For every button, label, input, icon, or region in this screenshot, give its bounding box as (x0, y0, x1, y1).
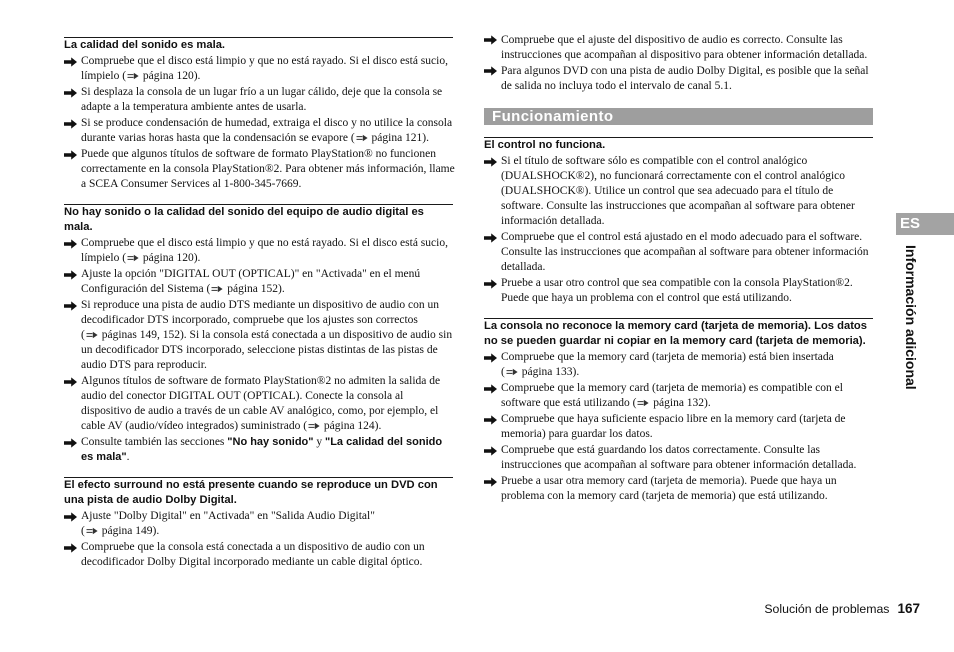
language-tab-label: ES (900, 215, 921, 232)
body-text: Compruebe que el disco está limpio y que no está rayado. Si el disco está sucio, (81, 55, 448, 67)
body-text: (DUALSHOCK®). Utilice un control que sea adecuado para el título de (501, 185, 834, 197)
text-line (501, 184, 873, 199)
body-text: dispositivo de audio a través de un cable AV analógico, como, por ejemplo, el (81, 405, 439, 417)
page-reference-icon (86, 331, 98, 339)
bullet-item (484, 33, 873, 63)
section-heading (64, 37, 453, 53)
bullet-item (64, 374, 453, 434)
body-text: de salida no incluya todo el intervalo de canal 5.1. (501, 79, 732, 92)
body-text: límpielo ( (81, 252, 127, 264)
left-column (64, 37, 453, 570)
text-line (501, 79, 873, 94)
intro-bullet-list (484, 33, 873, 94)
section-heading-line: No hay sonido o la calidad del sonido del equipo de audio digital es (64, 206, 424, 218)
bullet-arrow-icon (484, 233, 497, 243)
body-text: memoria) para guardar los datos. (501, 428, 653, 440)
body-text: página 121). (368, 132, 430, 144)
section-heading-line: no se pueden guardar ni copiar en la memory card (tarjeta de memoria). (484, 335, 866, 347)
text-line (501, 64, 873, 79)
emphasis-text: "La calidad del sonido (325, 436, 443, 448)
text-line (501, 489, 873, 504)
text-line (81, 540, 453, 555)
text-line (501, 169, 873, 184)
body-text: Ajuste "Dolby Digital" en "Activada" en "Salida Audio Digital" (81, 510, 375, 522)
bullet-item (64, 509, 453, 539)
text-line (501, 381, 873, 396)
bullet-item (484, 230, 873, 275)
body-text: Si se produce condensación de humedad, extraiga el disco y no utilice la consola (81, 117, 453, 129)
bullet-arrow-icon (484, 157, 497, 167)
bullet-arrow-icon (484, 477, 497, 487)
bullet-item (64, 85, 453, 115)
bullet-list (64, 236, 453, 465)
bullet-arrow-icon (64, 270, 77, 280)
text-line (501, 230, 873, 245)
text-line (501, 291, 873, 306)
body-text: (DUALSHOCK®2), no funcionará correctamente con el control analógico (501, 170, 846, 182)
body-text: ( (501, 366, 505, 378)
body-text: audio DTS para reproducir. (81, 359, 207, 371)
text-line (501, 214, 873, 229)
bullet-arrow-icon (64, 438, 77, 448)
body-text: a SCEA Consumer Services al 1-800-345-7669. (81, 178, 302, 190)
bullet-item (484, 381, 873, 411)
body-text: y (313, 436, 325, 448)
body-text: Pruebe a usar otro control que sea compatible con la consola PlayStation®2. (501, 277, 853, 289)
page-reference-icon (308, 422, 320, 430)
bullet-arrow-icon (64, 543, 77, 553)
text-line (81, 116, 453, 131)
body-text: audio del conector DIGITAL OUT (OPTICAL). Conecte la consola al (81, 390, 404, 402)
section-heading-line: La calidad del sonido es mala. (64, 39, 226, 51)
text-line (81, 328, 453, 343)
body-text: Consulte también las secciones (81, 436, 228, 448)
bullet-item (484, 412, 873, 442)
body-text: instrucciones que acompañan al dispositivo para obtener información detallada. (501, 48, 868, 61)
bullet-arrow-icon (484, 279, 497, 289)
text-line (81, 100, 453, 115)
bullet-item (484, 474, 873, 504)
body-text: instrucciones que acompañan al software para obtener información detallada. (501, 459, 857, 471)
body-text: páginas 149, 152). Si la consola está conectada a un dispositivo de audio sin (98, 329, 453, 341)
bullet-item (64, 236, 453, 266)
page-reference-icon (127, 254, 139, 262)
body-text: Compruebe que haya suficiente espacio libre en la memory card (tarjeta de (501, 413, 846, 425)
bullet-arrow-icon (64, 88, 77, 98)
troubleshooting-section (484, 137, 873, 306)
body-text: Si el título de software sólo es compatible con el control analógico (501, 155, 808, 167)
text-line (81, 236, 453, 251)
text-line (501, 48, 873, 63)
text-line (81, 419, 453, 434)
bullet-item (484, 64, 873, 94)
chapter-label: Información adicional (903, 245, 919, 390)
section-bar (484, 108, 873, 125)
language-tab (896, 213, 954, 235)
body-text: Algunos títulos de software de formato PlayStation®2 no admiten la salida de (81, 375, 441, 387)
body-text: Consulte las instrucciones que acompañan al software para obtener información (501, 246, 869, 258)
body-text: página 120). (140, 252, 201, 264)
bullet-list (64, 509, 453, 570)
emphasis-text: "No hay sonido" (227, 436, 314, 448)
body-text: Pruebe a usar otra memory card (tarjeta de memoria). Puede que haya un (501, 475, 837, 487)
text-line (81, 162, 453, 177)
body-text: software. Consulte las instrucciones que acompañan al software para obtener (501, 200, 855, 212)
troubleshooting-section (64, 37, 453, 192)
text-line (81, 509, 453, 524)
text-line (81, 177, 453, 192)
body-text: Compruebe que el disco está limpio y que no está rayado. Si el disco está sucio, (81, 237, 448, 249)
text-line (81, 358, 453, 373)
body-text: Puede que algunos títulos de software de formato PlayStation® no funcionen (81, 148, 436, 160)
section-heading (64, 204, 453, 235)
bullet-item (484, 350, 873, 380)
text-line (501, 199, 873, 214)
bullet-arrow-icon (484, 66, 497, 76)
text-line (81, 251, 453, 266)
page-reference-icon (637, 399, 649, 407)
text-line (81, 450, 453, 465)
text-line (81, 389, 453, 404)
bullet-arrow-icon (64, 239, 77, 249)
text-line (501, 412, 873, 427)
body-text: Compruebe que la consola está conectada a un dispositivo de audio con un (81, 541, 425, 553)
text-line (501, 276, 873, 291)
body-text: Puede que haya un problema con el control que está utilizando. (501, 292, 792, 304)
bullet-arrow-icon (484, 446, 497, 456)
bullet-item (64, 147, 453, 192)
footer-section-title: Solución de problemas (764, 602, 890, 616)
body-text: Para algunos DVD con una pista de audio Dolby Digital, es posible que la señal (501, 64, 869, 77)
text-line (81, 435, 453, 450)
section-heading-line: mala. (64, 221, 93, 233)
text-line (81, 343, 453, 358)
footer (764, 601, 920, 616)
section-heading-line: una pista de audio Dolby Digital. (64, 494, 237, 506)
body-text: decodificador Dolby Digital incorporado mediante un cable digital óptico. (81, 556, 423, 568)
bullet-arrow-icon (64, 119, 77, 129)
body-text: página 149). (98, 525, 160, 537)
body-text: página 132). (650, 397, 711, 409)
troubleshooting-section (64, 204, 453, 465)
text-line (81, 298, 453, 313)
page-reference-icon (127, 72, 139, 80)
body-text: Compruebe que el control está ajustado en el modo adecuado para el software. (501, 231, 863, 243)
body-text: información detallada. (501, 215, 605, 227)
text-line (501, 33, 873, 48)
body-text: Si desplaza la consola de un lugar frío a un lugar cálido, deje que la consola se (81, 86, 443, 98)
body-text: Compruebe que está guardando los datos correctamente. Consulte las (501, 444, 821, 456)
body-text: ( (81, 525, 85, 537)
text-line (501, 154, 873, 169)
text-line (81, 131, 453, 146)
body-text: durante varias horas hasta que la condensación se evapore ( (81, 132, 355, 144)
body-text: cable AV (audio/vídeo integrados) suministrado ( (81, 420, 308, 432)
section-heading-line: La consola no reconoce la memory card (tarjeta de memoria). Los datos (484, 320, 867, 332)
text-line (81, 147, 453, 162)
bullet-item (64, 267, 453, 297)
section-heading (484, 137, 873, 153)
section-heading (484, 318, 873, 349)
body-text: página 120). (140, 70, 201, 82)
body-text: Compruebe que la memory card (tarjeta de memoria) está bien insertada (501, 351, 834, 363)
text-line (501, 458, 873, 473)
bullet-list (484, 154, 873, 306)
section-heading-line: El control no funciona. (484, 139, 606, 151)
section-bar-title: Funcionamiento (492, 108, 614, 125)
text-line (501, 443, 873, 458)
bullet-arrow-icon (64, 301, 77, 311)
text-line (501, 427, 873, 442)
body-text: detallada. (501, 261, 546, 273)
bullet-item (64, 116, 453, 146)
bullet-list (484, 350, 873, 504)
bullet-item (64, 540, 453, 570)
text-line (81, 85, 453, 100)
text-line (501, 365, 873, 380)
bullet-arrow-icon (64, 150, 77, 160)
body-text: Si reproduce una pista de audio DTS mediante un dispositivo de audio con un (81, 299, 440, 311)
body-text: Compruebe que el ajuste del dispositivo de audio es correcto. Consulte las (501, 33, 843, 46)
body-text: Configuración del Sistema ( (81, 283, 211, 295)
text-line (501, 396, 873, 411)
bullet-arrow-icon (484, 415, 497, 425)
body-text: Compruebe que la memory card (tarjeta de memoria) es compatible con el (501, 382, 843, 394)
text-line (81, 69, 453, 84)
text-line (81, 404, 453, 419)
bullet-item (484, 276, 873, 306)
bullet-arrow-icon (64, 512, 77, 522)
section-heading-line: El efecto surround no está presente cuando se reproduce un DVD con (64, 479, 438, 491)
page-reference-icon (356, 134, 368, 142)
text-line (501, 474, 873, 489)
emphasis-text: es mala" (81, 451, 127, 463)
troubleshooting-section (64, 477, 453, 570)
body-text: página 124). (321, 420, 382, 432)
bullet-list (64, 54, 453, 192)
bullet-arrow-icon (484, 384, 497, 394)
page-reference-icon (211, 285, 223, 293)
body-text: correctamente en la consola PlayStation®2. Para obtener más información, llame (81, 163, 455, 175)
right-sections (484, 137, 873, 504)
right-column (484, 32, 873, 505)
section-heading (64, 477, 453, 508)
body-text: decodificador DTS incorporado, compruebe que los ajustes son correctos (81, 314, 418, 326)
page-number: 167 (897, 601, 920, 616)
body-text: página 133). (518, 366, 580, 378)
text-line (81, 374, 453, 389)
body-text: problema con la memory card (tarjeta de memoria) que está utilizando. (501, 490, 828, 502)
troubleshooting-section (484, 318, 873, 504)
bullet-arrow-icon (64, 57, 77, 67)
page-reference-icon (506, 368, 518, 376)
body-text: página 152). (224, 283, 285, 295)
text-line (501, 260, 873, 275)
bullet-item (64, 54, 453, 84)
text-line (81, 555, 453, 570)
bullet-arrow-icon (484, 353, 497, 363)
bullet-item (484, 154, 873, 229)
bullet-item (64, 435, 453, 465)
body-text: ( (81, 329, 85, 341)
bullet-item (64, 298, 453, 373)
text-line (81, 267, 453, 282)
body-text: Ajuste la opción "DIGITAL OUT (OPTICAL)" en "Activada" en el menú (81, 268, 421, 280)
body-text: adapte a la temperatura ambiente antes de usarla. (81, 101, 307, 113)
body-text: . (126, 451, 130, 463)
text-line (501, 245, 873, 260)
page-reference-icon (86, 527, 98, 535)
text-line (501, 350, 873, 365)
text-line (81, 282, 453, 297)
body-text: software que está utilizando ( (501, 397, 637, 409)
body-text: un decodificador DTS incorporado, seleccione pistas distintas de las pistas de (81, 344, 438, 356)
bullet-arrow-icon (64, 377, 77, 387)
text-line (81, 313, 453, 328)
bullet-item (484, 443, 873, 473)
body-text: límpielo ( (81, 70, 127, 82)
bullet-arrow-icon (484, 35, 497, 45)
text-line (81, 54, 453, 69)
text-line (81, 524, 453, 539)
